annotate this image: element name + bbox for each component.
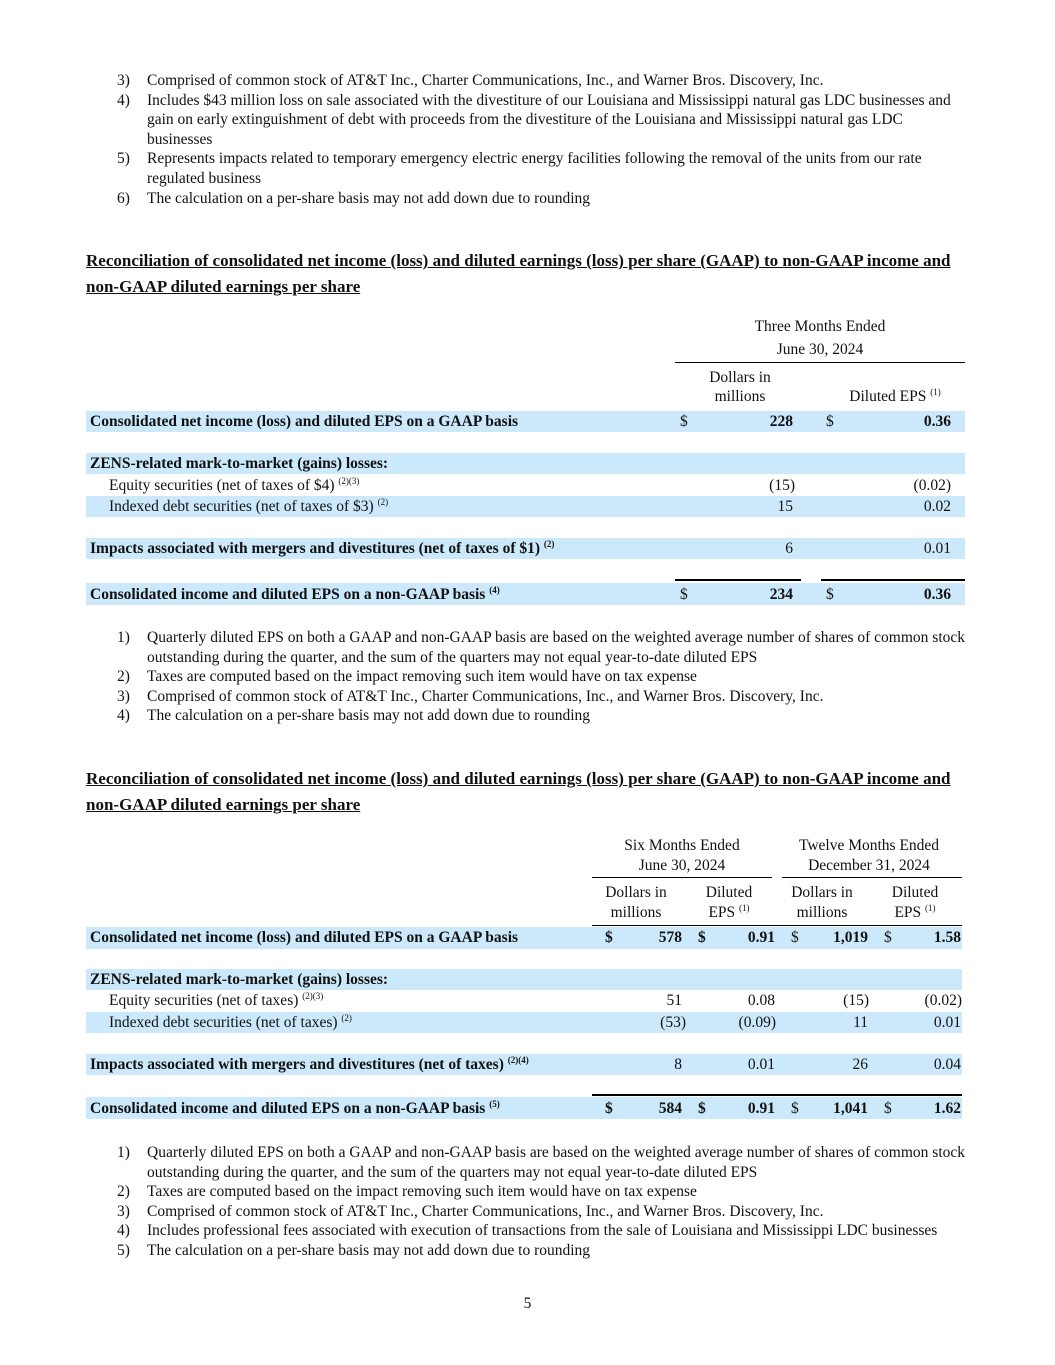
footnote: 5) The calculation on a per-share basis may not add down due to rounding	[117, 1241, 591, 1259]
t2-value: 0.91	[747, 929, 775, 946]
t2-col-eps-line2: EPS $^{(1)}$	[894, 903, 936, 921]
t2-value: 1.62	[933, 1100, 961, 1117]
footnote: 4) Includes $43 million loss on sale associated with the divestiture of our Louisiana and Mississippi natural gas LDC businesses and gain on early extinguishment of debt with proceeds from the divestiture of the Louisiana and Mississippi natural gas LDC businesses	[117, 91, 951, 148]
t1-value-eps: 0.02	[923, 498, 951, 515]
footnote: 2) Taxes are computed based on the impact removing such item would have on tax expense	[117, 668, 697, 686]
t1-period-line2: June 30, 2024	[776, 341, 864, 358]
t2-value: 51	[666, 992, 682, 1009]
t2-period1-line1: Six Months Ended	[624, 837, 740, 854]
footnote: 3) Comprised of common stock of AT&T Inc., Charter Communications, Inc., and Warner Bros. Discovery, Inc.	[117, 72, 824, 89]
table2-heading: Reconciliation of consolidated net income (loss) and diluted earnings (loss) per share (GAAP) to non-GAAP income and non-GAAP diluted earnings per share	[86, 769, 951, 814]
t1-value-dollars: 228	[769, 413, 793, 430]
t1-value-dollars: 234	[769, 586, 793, 603]
t1-row-label: Consolidated income and diluted EPS on a non-GAAP basis $^{(4)}$	[90, 585, 500, 603]
t2-row-label: Impacts associated with mergers and divestitures (net of taxes) $^{(2)(4)}$	[90, 1055, 529, 1073]
t2-dollar-sign: $	[605, 1100, 613, 1117]
t2-dollar-sign: $	[605, 929, 613, 946]
t1-value-dollars: (15)	[769, 477, 795, 494]
t2-col-dollars-line1: Dollars in	[791, 884, 853, 901]
table2-footnotes	[117, 1143, 967, 1261]
table1-footnotes	[117, 628, 967, 726]
t2-value: 0.91	[747, 1100, 775, 1117]
t2-value: 0.04	[933, 1056, 961, 1073]
footnote: 2) Taxes are computed based on the impact removing such item would have on tax expense	[117, 1183, 697, 1201]
t2-col-dollars-line2: millions	[610, 904, 662, 921]
t1-section-label: ZENS-related mark-to-market (gains) losses:	[90, 455, 389, 472]
t2-dollar-sign: $	[884, 1100, 892, 1117]
footnote: 3) Comprised of common stock of AT&T Inc., Charter Communications, Inc., and Warner Bros. Discovery, Inc.	[117, 687, 824, 705]
t2-value: 1.58	[933, 929, 961, 946]
t2-value: 0.08	[747, 992, 775, 1009]
t2-col-dollars-line1: Dollars in	[605, 884, 667, 901]
t2-dollar-sign: $	[791, 929, 799, 946]
t1-value-eps: (0.02)	[913, 477, 951, 494]
t2-row-label: Indexed debt securities (net of taxes) $^{(2)}$	[109, 1013, 352, 1031]
t1-dollar-sign: $	[680, 413, 688, 430]
t2-value: 11	[853, 1014, 868, 1031]
t1-row-label: Consolidated net income (loss) and diluted EPS on a GAAP basis	[90, 413, 519, 430]
top-footnotes	[117, 71, 967, 208]
t2-dollar-sign: $	[884, 929, 892, 946]
t2-dollar-sign: $	[698, 1100, 706, 1117]
t1-col1-line1: Dollars in	[709, 369, 771, 386]
t1-value-eps: 0.36	[923, 413, 951, 430]
t2-period1-line2: June 30, 2024	[638, 857, 726, 874]
t1-period-line1: Three Months Ended	[754, 318, 886, 335]
footnote: 4) Includes professional fees associated with execution of transactions from the sale of Louisiana and Mississippi LDC businesses	[117, 1222, 938, 1240]
footnote: 4) The calculation on a per-share basis may not add down due to rounding	[117, 707, 591, 725]
page-number: 5	[523, 1295, 532, 1312]
t2-period2-line1: Twelve Months Ended	[798, 837, 940, 854]
t2-value: (0.09)	[738, 1014, 776, 1031]
t1-total-rule	[675, 579, 801, 581]
t2-value: 26	[852, 1056, 868, 1073]
t2-total-rule	[592, 1094, 962, 1096]
t1-value-eps: 0.01	[923, 540, 951, 557]
table1-heading: Reconciliation of consolidated net income (loss) and diluted earnings (loss) per share (GAAP) to non-GAAP income and non-GAAP diluted earnings per share	[86, 251, 951, 296]
t1-dollar-sign: $	[826, 586, 834, 603]
t2-dollar-sign: $	[791, 1100, 799, 1117]
t2-value: 1,019	[833, 929, 868, 946]
t2-value: (53)	[660, 1014, 686, 1031]
t2-value: 1,041	[833, 1100, 868, 1117]
footnote: 1) Quarterly diluted EPS on both a GAAP and non-GAAP basis are based on the weighted average number of shares of common stock outstanding during the quarter, and the sum of the quarters may not equal year-to-date diluted EPS	[117, 1144, 966, 1181]
t2-section-label: ZENS-related mark-to-market (gains) losses:	[90, 971, 389, 988]
t2-value: 584	[658, 1100, 682, 1117]
t1-col2-header: Diluted EPS $^{(1)}$	[849, 387, 941, 405]
t1-value-eps: 0.36	[923, 586, 951, 603]
t2-row-label: Consolidated income and diluted EPS on a non-GAAP basis $^{(5)}$	[90, 1099, 500, 1117]
t2-header-rule	[592, 925, 962, 926]
t1-row-label: Impacts associated with mergers and divestitures (net of taxes of $1) $^{(2)}$	[90, 539, 555, 557]
t2-col-dollars-line2: millions	[796, 904, 848, 921]
t2-value: 0.01	[933, 1014, 961, 1031]
t1-period-rule	[675, 362, 965, 363]
t2-col-eps-line1: Diluted	[891, 884, 939, 901]
t2-value: 8	[674, 1056, 682, 1073]
t2-dollar-sign: $	[698, 929, 706, 946]
t2-row-label: Consolidated net income (loss) and diluted EPS on a GAAP basis	[90, 929, 519, 946]
t2-row-label: Equity securities (net of taxes) $^{(2)(3)}$	[109, 991, 324, 1009]
t1-dollar-sign: $	[680, 586, 688, 603]
footnote: 3) Comprised of common stock of AT&T Inc., Charter Communications, Inc., and Warner Bros. Discovery, Inc.	[117, 1202, 824, 1220]
t1-col1-line2: millions	[714, 388, 766, 405]
t2-period-rule	[592, 877, 772, 878]
footnote: 6) The calculation on a per-share basis may not add down due to rounding	[117, 189, 591, 207]
t2-period-rule	[782, 877, 962, 878]
t1-value-dollars: 15	[777, 498, 793, 515]
t2-period2-line2: December 31, 2024	[808, 857, 930, 874]
t2-col-eps-line1: Diluted	[705, 884, 753, 901]
footnote: 1) Quarterly diluted EPS on both a GAAP and non-GAAP basis are based on the weighted average number of shares of common stock outstanding during the quarter, and the sum of the quarters may not equal year-to-date diluted EPS	[117, 629, 966, 666]
t2-value: 0.01	[747, 1056, 775, 1073]
t2-col-eps-line2: EPS $^{(1)}$	[708, 903, 750, 921]
t2-value: (15)	[843, 992, 869, 1009]
t1-row-label: Indexed debt securities (net of taxes of $3) $^{(2)}$	[109, 497, 389, 515]
t2-value: 578	[658, 929, 682, 946]
t1-value-dollars: 6	[785, 540, 793, 557]
t1-row-label: Equity securities (net of taxes of $4) $^{(2)(3)}$	[109, 476, 360, 494]
t1-total-rule	[821, 579, 965, 581]
t1-dollar-sign: $	[826, 413, 834, 430]
t2-value: (0.02)	[924, 992, 962, 1009]
footnote: 5) Represents impacts related to temporary emergency electric energy facilities following the removal of the units from our rate regulated business	[117, 150, 922, 187]
